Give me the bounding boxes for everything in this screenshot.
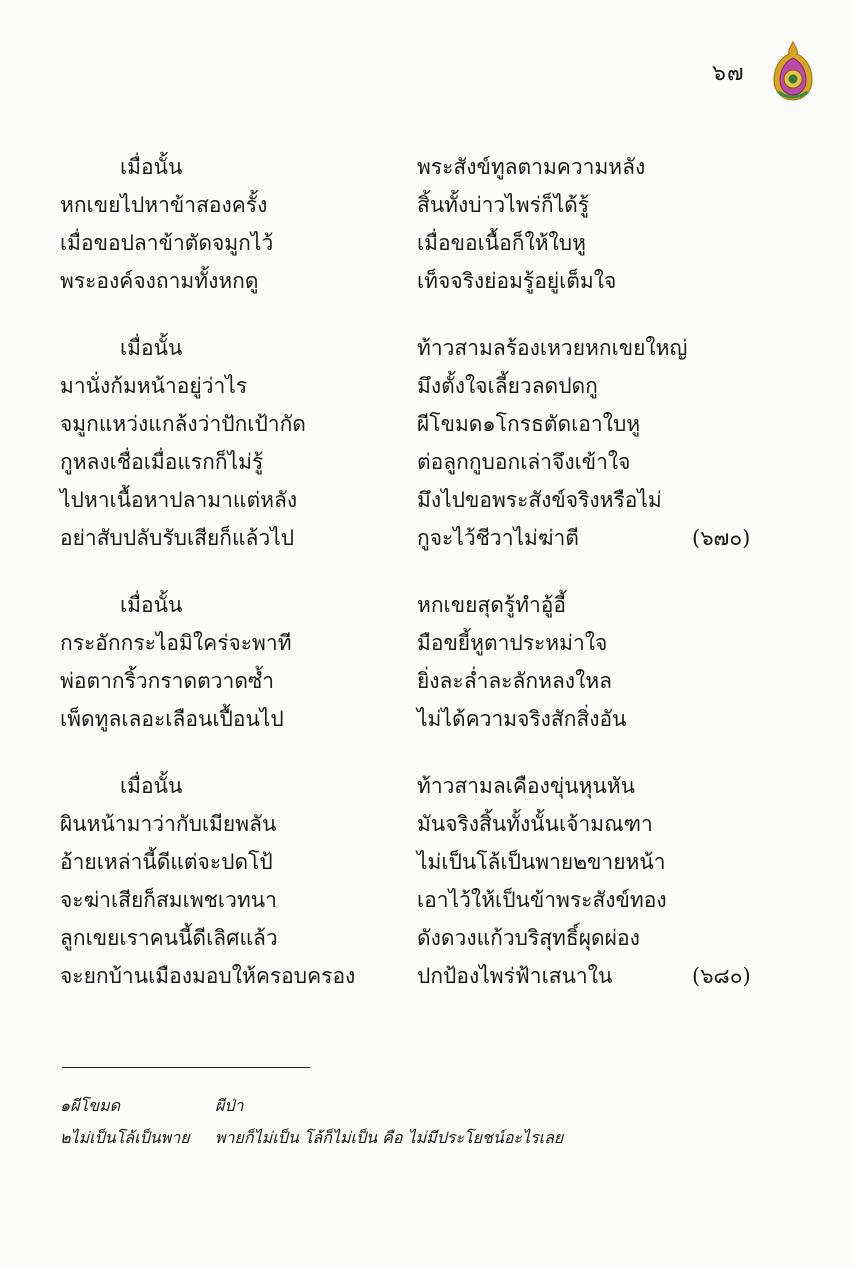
stanza bbox=[0, 767, 854, 995]
verse-line bbox=[0, 881, 854, 919]
verse-line bbox=[0, 443, 854, 481]
verse-right: เท็จจริงย่อมรู้อยู่เต็มใจ bbox=[417, 269, 617, 293]
verse-left: จะฆ่าเสียก็สมเพชเวทนา bbox=[60, 888, 277, 912]
verse-line bbox=[0, 586, 854, 624]
stanza bbox=[0, 586, 854, 738]
verse-line bbox=[0, 224, 854, 262]
verse-right: สิ้นทั้งบ่าวไพร่ก็ได้รู้ bbox=[417, 193, 590, 217]
verse-left: เมื่อนั้น bbox=[120, 774, 183, 798]
verse-left: พ่อตากริ้วกราดตวาดซ้ำ bbox=[60, 669, 274, 693]
stanza bbox=[0, 148, 854, 300]
verse-line bbox=[0, 919, 854, 957]
page-number: ๖๗ bbox=[712, 61, 745, 86]
verse-right: มันจริงสิ้นทั้งนั้นเจ้ามณฑา bbox=[417, 812, 653, 836]
verse-left: อ้ายเหล่านี้ดีแต่จะปดโป้ bbox=[60, 850, 273, 874]
verse-line bbox=[0, 329, 854, 367]
verse-left: ลูกเขยเราคนนี้ดีเลิศแล้ว bbox=[60, 926, 278, 950]
verse-line bbox=[0, 624, 854, 662]
verse-number: (๖๗๐) bbox=[692, 526, 751, 550]
verse-right: ท้าวสามลร้องเหวยหกเขยใหญ่ bbox=[417, 336, 688, 360]
verse-line bbox=[0, 186, 854, 224]
verse-right: ต่อลูกกูบอกเล่าจึงเข้าใจ bbox=[417, 450, 631, 474]
verse-right: เมื่อขอเนื้อก็ให้ใบหู bbox=[417, 231, 586, 255]
stanza bbox=[0, 329, 854, 557]
verse-line bbox=[0, 805, 854, 843]
verse-left: ไปหาเนื้อหาปลามาแต่หลัง bbox=[60, 488, 298, 512]
verse-left: จะยกบ้านเมืองมอบให้ครอบครอง bbox=[60, 964, 356, 988]
verse-right: มึงตั้งใจเลี้ยวลดปดกู bbox=[417, 374, 598, 398]
footnote-term: ๒ไม่เป็นโล้เป็นพาย bbox=[60, 1128, 190, 1147]
verse-left: กูหลงเชื่อเมื่อแรกก็ไม่รู้ bbox=[60, 450, 264, 474]
verse-right: เอาไว้ให้เป็นข้าพระสังข์ทอง bbox=[417, 888, 667, 912]
verse-line bbox=[0, 843, 854, 881]
verse-line bbox=[0, 957, 854, 995]
verse-left: มานั่งก้มหน้าอยู่ว่าไร bbox=[60, 374, 248, 398]
verse-line bbox=[0, 367, 854, 405]
footnote-divider bbox=[62, 1067, 310, 1068]
footnote-definition: ผีป่า bbox=[215, 1096, 244, 1115]
verse-right: มึงไปขอพระสังข์จริงหรือไม่ bbox=[417, 488, 662, 512]
verse-right: พระสังข์ทูลตามความหลัง bbox=[417, 155, 646, 179]
verse-right: ท้าวสามลเคืองขุ่นหุนหัน bbox=[417, 774, 635, 798]
verse-right: ดังดวงแก้วบริสุทธิ์ผุดผ่อง bbox=[417, 926, 640, 950]
crest-emblem bbox=[770, 40, 816, 102]
verse-right: ยิ่งละล่ำละลักหลงใหล bbox=[417, 669, 613, 693]
verse-left: จมูกแหว่งแกล้งว่าปักเป้ากัด bbox=[60, 412, 306, 436]
footnote-term: ๑ผีโขมด bbox=[60, 1096, 120, 1115]
verse-left: ผินหน้ามาว่ากับเมียพลัน bbox=[60, 812, 277, 836]
verse-right: หกเขยสุดรู้ทำอู้อี้ bbox=[417, 593, 566, 617]
verse-line bbox=[0, 700, 854, 738]
verse-line bbox=[0, 662, 854, 700]
verse-left: กระอักกระไอมิใคร่จะพาที bbox=[60, 631, 292, 655]
verse-right: ปกป้องไพร่ฟ้าเสนาใน bbox=[417, 964, 613, 988]
verse-left: พระองค์จงถามทั้งหกดู bbox=[60, 269, 259, 293]
verse-line bbox=[0, 481, 854, 519]
poem-body bbox=[0, 148, 854, 1024]
verse-right: ผีโขมด๑โกรธตัดเอาใบหู bbox=[417, 412, 641, 436]
verse-right: กูจะไว้ชีวาไม่ฆ่าตี bbox=[417, 526, 579, 550]
verse-right: ไม่ได้ความจริงสักสิ่งอัน bbox=[417, 707, 627, 731]
verse-left: เพ็ดทูลเลอะเลือนเปื้อนไป bbox=[60, 707, 284, 731]
verse-left: อย่าสับปลับรับเสียก็แล้วไป bbox=[60, 526, 295, 550]
verse-left: เมื่อนั้น bbox=[120, 336, 183, 360]
verse-left: เมื่อขอปลาข้าตัดจมูกไว้ bbox=[60, 231, 274, 255]
verse-line bbox=[0, 262, 854, 300]
verse-line bbox=[0, 405, 854, 443]
verse-left: เมื่อนั้น bbox=[120, 593, 183, 617]
verse-line bbox=[0, 519, 854, 557]
footnote-definition: พายก็ไม่เป็น โล้ก็ไม่เป็น คือ ไม่มีประโยชน์อะไรเลย bbox=[215, 1128, 564, 1147]
verse-left: หกเขยไปหาข้าสองครั้ง bbox=[60, 193, 268, 217]
verse-line bbox=[0, 148, 854, 186]
verse-line bbox=[0, 767, 854, 805]
verse-right: มือขยี้หูตาประหม่าใจ bbox=[417, 631, 608, 655]
verse-right: ไม่เป็นโล้เป็นพาย๒ขายหน้า bbox=[417, 850, 666, 874]
verse-left: เมื่อนั้น bbox=[120, 155, 183, 179]
verse-number: (๖๘๐) bbox=[692, 964, 751, 988]
